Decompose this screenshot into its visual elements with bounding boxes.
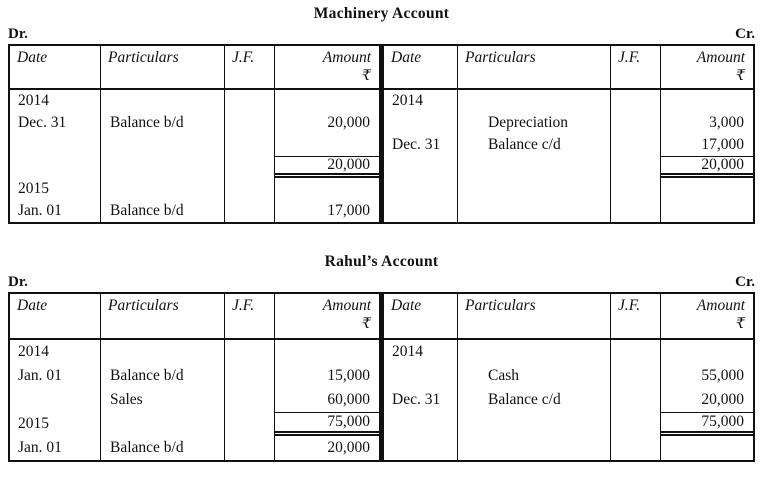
ledger-cell-date [384, 156, 457, 178]
ledger-cell-particulars [458, 90, 610, 112]
ledger-cell-jf [611, 412, 660, 436]
ledger-cell-jf [611, 90, 660, 112]
date-header: Date [384, 46, 457, 90]
ledger-cell-jf [611, 200, 660, 222]
ledger-cell-amount: 15,000 [327, 367, 370, 384]
jf-header: J.F. [225, 46, 274, 90]
date-header: Date [10, 46, 100, 90]
amount-header-label: Amount [322, 297, 371, 314]
debit-side [10, 46, 384, 222]
ledger-cell-jf [225, 388, 274, 412]
particulars-header: Particulars [101, 294, 224, 340]
ledger-cell-particulars: Balance c/d [488, 391, 561, 408]
ledger-cell-jf [225, 340, 274, 364]
ledger-cell-particulars: Balance b/d [110, 202, 184, 219]
ledger-cell-amount: 20,000 [327, 439, 370, 456]
ledger-cell-date: Dec. 31 [392, 136, 441, 153]
particulars-column [458, 46, 611, 222]
ledger-cell-date: 2014 [392, 343, 423, 360]
ledger-cell-particulars: Cash [488, 367, 519, 384]
dr-cr-row [8, 26, 755, 43]
date-column [384, 46, 458, 222]
ledger-cell-particulars: Balance b/d [110, 114, 184, 131]
ledger-cell-date: Jan. 01 [18, 367, 62, 384]
cr-label: Cr. [735, 26, 755, 42]
jf-header: J.F. [611, 46, 660, 90]
ledger-cell-particulars [101, 412, 224, 436]
amount-header [275, 294, 379, 340]
ledger-cell-amount [661, 200, 753, 222]
ledger-cell-date: Dec. 31 [392, 391, 441, 408]
dr-label: Dr. [8, 26, 28, 42]
dr-label: Dr. [8, 274, 28, 290]
amount-header [661, 294, 753, 340]
ledger-cell-date [10, 156, 100, 178]
jf-column [611, 294, 661, 460]
date-header: Date [384, 294, 457, 340]
ledger-cell-amount [661, 178, 753, 200]
ledger-cell-jf [611, 134, 660, 156]
ledger-cell-jf [225, 90, 274, 112]
ledger-cell-amount-total: 75,000 [275, 412, 379, 436]
amount-column [661, 46, 753, 222]
ledger-cell-amount-total: 20,000 [275, 156, 379, 178]
ledger-cell-particulars [458, 200, 610, 222]
particulars-header: Particulars [458, 46, 610, 90]
ledger-cell-jf [611, 178, 660, 200]
ledger-cell-date [384, 200, 457, 222]
debit-side [10, 294, 384, 460]
credit-side [384, 294, 753, 460]
ledger-cell-particulars [101, 90, 224, 112]
ledger-cell-amount [661, 436, 753, 460]
ledger-cell-particulars: Depreciation [488, 114, 569, 131]
ledger-cell-jf [225, 436, 274, 460]
rahuls-account-section [8, 253, 755, 462]
ledger-cell-particulars [101, 156, 224, 178]
ledger-cell-date [384, 178, 457, 200]
cr-label: Cr. [735, 274, 755, 290]
account-title: Machinery Account [313, 5, 450, 22]
credit-side [384, 46, 753, 222]
ledger-cell-amount [275, 134, 379, 156]
ledger-cell-amount: 17,000 [701, 136, 744, 153]
ledger-cell-particulars: Balance c/d [488, 136, 561, 153]
ledger-cell-date [10, 388, 100, 412]
amount-column [275, 294, 379, 460]
ledger-cell-date [384, 436, 457, 460]
ledger-cell-particulars: Sales [110, 391, 143, 408]
ledger-cell-particulars [101, 134, 224, 156]
account-title: Rahul’s Account [324, 253, 439, 270]
ledger-cell-date [384, 112, 457, 134]
rahuls-ledger-table [8, 292, 755, 462]
particulars-header: Particulars [458, 294, 610, 340]
rupee-symbol: ₹ [735, 68, 745, 84]
amount-column [275, 46, 379, 222]
ledger-cell-jf [225, 134, 274, 156]
ledger-cell-jf [225, 178, 274, 200]
dr-cr-row [8, 274, 755, 291]
ledger-cell-amount [661, 340, 753, 364]
date-column [384, 294, 458, 460]
ledger-cell-particulars [101, 178, 224, 200]
amount-header [661, 46, 753, 90]
ledger-cell-particulars [458, 436, 610, 460]
ledger-cell-jf [611, 112, 660, 134]
ledger-cell-amount: 55,000 [701, 367, 744, 384]
ledger-cell-date [384, 364, 457, 388]
ledger-cell-amount: 17,000 [327, 202, 370, 219]
jf-header: J.F. [611, 294, 660, 340]
ledger-cell-particulars [458, 340, 610, 364]
ledger-cell-jf [611, 436, 660, 460]
ledger-cell-amount: 3,000 [709, 114, 744, 131]
ledger-cell-jf [225, 364, 274, 388]
amount-header-label: Amount [696, 49, 745, 66]
ledger-cell-jf [611, 364, 660, 388]
ledger-cell-date: Dec. 31 [18, 114, 67, 131]
ledger-cell-amount [661, 90, 753, 112]
ledger-cell-particulars [458, 412, 610, 436]
jf-column [225, 294, 275, 460]
ledger-cell-date: Jan. 01 [18, 439, 62, 456]
particulars-column [101, 46, 225, 222]
date-column [10, 46, 101, 222]
rupee-symbol: ₹ [735, 316, 745, 332]
rupee-symbol: ₹ [361, 316, 371, 332]
ledger-cell-particulars: Balance b/d [110, 367, 184, 384]
amount-header [275, 46, 379, 90]
particulars-header: Particulars [101, 46, 224, 90]
machinery-account-section [8, 5, 755, 224]
particulars-column [101, 294, 225, 460]
date-header: Date [10, 294, 100, 340]
ledger-cell-particulars: Balance b/d [110, 439, 184, 456]
ledger-cell-jf [225, 156, 274, 178]
date-column [10, 294, 101, 460]
ledger-cell-jf [225, 412, 274, 436]
ledger-cell-date: Jan. 01 [18, 202, 62, 219]
ledger-cell-date: 2015 [18, 180, 49, 197]
ledger-cell-date [384, 412, 457, 436]
ledger-cell-jf [611, 388, 660, 412]
ledger-cell-date: 2014 [18, 343, 49, 360]
ledger-cell-date [10, 134, 100, 156]
ledger-cell-amount [275, 340, 379, 364]
machinery-ledger-table [8, 44, 755, 224]
rupee-symbol: ₹ [361, 68, 371, 84]
ledger-cell-date: 2015 [18, 415, 49, 432]
ledger-cell-amount-total: 75,000 [661, 412, 753, 436]
ledger-cell-particulars [458, 178, 610, 200]
ledger-cell-amount: 20,000 [327, 114, 370, 131]
ledger-cell-date: 2014 [18, 92, 49, 109]
ledger-cell-jf [225, 200, 274, 222]
ledger-cell-amount: 60,000 [327, 391, 370, 408]
jf-column [611, 46, 661, 222]
ledger-cell-amount [275, 90, 379, 112]
amount-header-label: Amount [322, 49, 371, 66]
ledger-cell-particulars [458, 156, 610, 178]
ledger-cell-date: 2014 [392, 92, 423, 109]
ledger-cell-jf [225, 112, 274, 134]
particulars-column [458, 294, 611, 460]
ledger-cell-amount-total: 20,000 [661, 156, 753, 178]
ledger-cell-jf [611, 156, 660, 178]
ledger-cell-jf [611, 340, 660, 364]
amount-header-label: Amount [696, 297, 745, 314]
ledger-cell-amount [275, 178, 379, 200]
ledger-cell-amount: 20,000 [701, 391, 744, 408]
jf-column [225, 46, 275, 222]
amount-column [661, 294, 753, 460]
jf-header: J.F. [225, 294, 274, 340]
ledger-cell-particulars [101, 340, 224, 364]
